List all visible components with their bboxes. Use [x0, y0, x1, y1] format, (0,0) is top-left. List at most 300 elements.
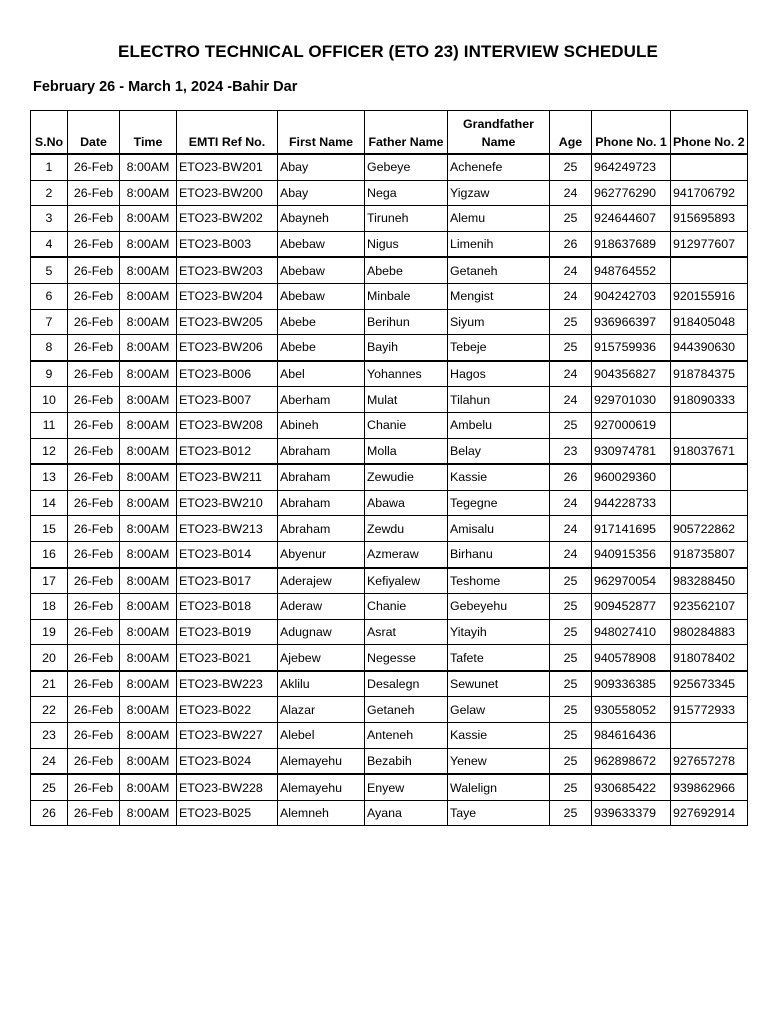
cell-ref-no: ETO23-BW211 — [177, 464, 278, 490]
cell-age: 25 — [550, 154, 592, 180]
cell-phone-2: 912977607 — [671, 231, 748, 257]
cell-father-name: Mulat — [365, 387, 448, 413]
cell-date: 26-Feb — [68, 309, 120, 335]
cell-sno: 8 — [31, 335, 68, 361]
cell-time: 8:00AM — [120, 594, 177, 620]
cell-father-name: Ayana — [365, 800, 448, 826]
cell-phone-2: 905722862 — [671, 516, 748, 542]
cell-age: 26 — [550, 231, 592, 257]
cell-father-name: Kefiyalew — [365, 568, 448, 594]
cell-phone-2 — [671, 464, 748, 490]
cell-grandfather-name: Belay — [448, 438, 550, 464]
cell-phone-2: 944390630 — [671, 335, 748, 361]
interview-schedule-table — [30, 110, 748, 826]
cell-first-name: Adugnaw — [278, 619, 365, 645]
cell-time: 8:00AM — [120, 180, 177, 206]
cell-ref-no: ETO23-BW227 — [177, 723, 278, 749]
table-row — [31, 568, 748, 594]
cell-date: 26-Feb — [68, 335, 120, 361]
cell-phone-1: 939633379 — [592, 800, 671, 826]
cell-age: 24 — [550, 490, 592, 516]
cell-ref-no: ETO23-BW203 — [177, 257, 278, 283]
cell-father-name: Bayih — [365, 335, 448, 361]
cell-ref-no: ETO23-BW210 — [177, 490, 278, 516]
cell-sno: 3 — [31, 206, 68, 232]
cell-grandfather-name: Yitayih — [448, 619, 550, 645]
cell-time: 8:00AM — [120, 231, 177, 257]
cell-sno: 15 — [31, 516, 68, 542]
cell-date: 26-Feb — [68, 645, 120, 671]
table-row — [31, 516, 748, 542]
cell-ref-no: ETO23-BW206 — [177, 335, 278, 361]
cell-date: 26-Feb — [68, 697, 120, 723]
cell-phone-2: 918405048 — [671, 309, 748, 335]
cell-phone-1: 964249723 — [592, 154, 671, 180]
cell-father-name: Abebe — [365, 257, 448, 283]
cell-ref-no: ETO23-B022 — [177, 697, 278, 723]
cell-grandfather-name: Sewunet — [448, 671, 550, 697]
table-row — [31, 206, 748, 232]
cell-time: 8:00AM — [120, 748, 177, 774]
cell-ref-no: ETO23-BW204 — [177, 283, 278, 309]
cell-ref-no: ETO23-B024 — [177, 748, 278, 774]
cell-first-name: Abebe — [278, 335, 365, 361]
table-row — [31, 438, 748, 464]
cell-date: 26-Feb — [68, 490, 120, 516]
cell-father-name: Azmeraw — [365, 541, 448, 567]
cell-phone-1: 924644607 — [592, 206, 671, 232]
cell-first-name: Alazar — [278, 697, 365, 723]
cell-age: 24 — [550, 516, 592, 542]
cell-age: 25 — [550, 671, 592, 697]
cell-phone-1: 962776290 — [592, 180, 671, 206]
cell-time: 8:00AM — [120, 800, 177, 826]
cell-time: 8:00AM — [120, 438, 177, 464]
cell-age: 24 — [550, 180, 592, 206]
cell-age: 25 — [550, 619, 592, 645]
cell-age: 25 — [550, 568, 592, 594]
cell-phone-2: 918735807 — [671, 541, 748, 567]
header-grandfather-name: Grandfather Name — [448, 111, 550, 155]
cell-ref-no: ETO23-B025 — [177, 800, 278, 826]
cell-phone-1: 948764552 — [592, 257, 671, 283]
cell-date: 26-Feb — [68, 387, 120, 413]
cell-sno: 2 — [31, 180, 68, 206]
header-row — [31, 111, 748, 155]
cell-age: 25 — [550, 645, 592, 671]
cell-time: 8:00AM — [120, 568, 177, 594]
cell-first-name: Abebe — [278, 309, 365, 335]
cell-first-name: Abay — [278, 180, 365, 206]
cell-time: 8:00AM — [120, 464, 177, 490]
cell-phone-2: 939862966 — [671, 774, 748, 800]
cell-sno: 6 — [31, 283, 68, 309]
cell-ref-no: ETO23-B018 — [177, 594, 278, 620]
cell-first-name: Aderaw — [278, 594, 365, 620]
cell-father-name: Tiruneh — [365, 206, 448, 232]
table-body — [31, 154, 748, 826]
cell-grandfather-name: Gelaw — [448, 697, 550, 723]
cell-phone-1: 936966397 — [592, 309, 671, 335]
cell-date: 26-Feb — [68, 774, 120, 800]
cell-sno: 1 — [31, 154, 68, 180]
cell-father-name: Yohannes — [365, 361, 448, 387]
cell-sno: 25 — [31, 774, 68, 800]
cell-sno: 22 — [31, 697, 68, 723]
cell-phone-1: 930685422 — [592, 774, 671, 800]
cell-sno: 18 — [31, 594, 68, 620]
cell-time: 8:00AM — [120, 387, 177, 413]
cell-phone-1: 962898672 — [592, 748, 671, 774]
cell-grandfather-name: Mengist — [448, 283, 550, 309]
cell-first-name: Abraham — [278, 516, 365, 542]
cell-grandfather-name: Tafete — [448, 645, 550, 671]
cell-sno: 9 — [31, 361, 68, 387]
cell-first-name: Abel — [278, 361, 365, 387]
cell-phone-2 — [671, 257, 748, 283]
cell-time: 8:00AM — [120, 257, 177, 283]
cell-grandfather-name: Yenew — [448, 748, 550, 774]
cell-phone-2 — [671, 412, 748, 438]
table-row — [31, 774, 748, 800]
cell-first-name: Aderajew — [278, 568, 365, 594]
cell-grandfather-name: Tebeje — [448, 335, 550, 361]
cell-father-name: Negesse — [365, 645, 448, 671]
table-row — [31, 619, 748, 645]
table-row — [31, 464, 748, 490]
cell-time: 8:00AM — [120, 645, 177, 671]
cell-age: 25 — [550, 309, 592, 335]
cell-grandfather-name: Tegegne — [448, 490, 550, 516]
cell-first-name: Abebaw — [278, 283, 365, 309]
cell-date: 26-Feb — [68, 361, 120, 387]
cell-age: 25 — [550, 412, 592, 438]
cell-grandfather-name: Ambelu — [448, 412, 550, 438]
cell-father-name: Molla — [365, 438, 448, 464]
cell-phone-2: 941706792 — [671, 180, 748, 206]
cell-first-name: Abay — [278, 154, 365, 180]
cell-grandfather-name: Taye — [448, 800, 550, 826]
cell-date: 26-Feb — [68, 516, 120, 542]
cell-age: 25 — [550, 774, 592, 800]
cell-sno: 26 — [31, 800, 68, 826]
cell-father-name: Enyew — [365, 774, 448, 800]
cell-phone-2: 980284883 — [671, 619, 748, 645]
cell-phone-2: 918037671 — [671, 438, 748, 464]
document-title: ELECTRO TECHNICAL OFFICER (ETO 23) INTERVIEW SCHEDULE — [118, 42, 658, 61]
cell-father-name: Zewudie — [365, 464, 448, 490]
cell-sno: 14 — [31, 490, 68, 516]
cell-father-name: Bezabih — [365, 748, 448, 774]
cell-phone-2: 918090333 — [671, 387, 748, 413]
table-row — [31, 257, 748, 283]
cell-first-name: Aberham — [278, 387, 365, 413]
cell-phone-1: 948027410 — [592, 619, 671, 645]
cell-first-name: Abebaw — [278, 231, 365, 257]
cell-ref-no: ETO23-BW202 — [177, 206, 278, 232]
header-date: Date — [68, 111, 120, 155]
cell-phone-2 — [671, 154, 748, 180]
cell-grandfather-name: Birhanu — [448, 541, 550, 567]
cell-time: 8:00AM — [120, 541, 177, 567]
cell-grandfather-name: Kassie — [448, 723, 550, 749]
cell-phone-1: 930558052 — [592, 697, 671, 723]
cell-date: 26-Feb — [68, 154, 120, 180]
cell-first-name: Abyenur — [278, 541, 365, 567]
header-phone-1: Phone No. 1 — [592, 111, 671, 155]
cell-first-name: Abebaw — [278, 257, 365, 283]
cell-father-name: Anteneh — [365, 723, 448, 749]
header-first-name: First Name — [278, 111, 365, 155]
cell-sno: 23 — [31, 723, 68, 749]
cell-father-name: Getaneh — [365, 697, 448, 723]
cell-date: 26-Feb — [68, 723, 120, 749]
cell-ref-no: ETO23-BW201 — [177, 154, 278, 180]
cell-ref-no: ETO23-B017 — [177, 568, 278, 594]
cell-date: 26-Feb — [68, 748, 120, 774]
cell-ref-no: ETO23-B021 — [177, 645, 278, 671]
cell-father-name: Chanie — [365, 412, 448, 438]
cell-father-name: Berihun — [365, 309, 448, 335]
cell-phone-1: 904356827 — [592, 361, 671, 387]
cell-phone-1: 904242703 — [592, 283, 671, 309]
cell-ref-no: ETO23-BW223 — [177, 671, 278, 697]
cell-father-name: Nega — [365, 180, 448, 206]
cell-grandfather-name: Hagos — [448, 361, 550, 387]
cell-grandfather-name: Gebeyehu — [448, 594, 550, 620]
cell-phone-1: 944228733 — [592, 490, 671, 516]
cell-phone-2: 983288450 — [671, 568, 748, 594]
cell-age: 24 — [550, 387, 592, 413]
cell-date: 26-Feb — [68, 257, 120, 283]
table-row — [31, 490, 748, 516]
cell-father-name: Chanie — [365, 594, 448, 620]
cell-phone-2: 920155916 — [671, 283, 748, 309]
cell-first-name: Abraham — [278, 464, 365, 490]
table-row — [31, 231, 748, 257]
cell-first-name: Alemayehu — [278, 748, 365, 774]
cell-phone-1: 909336385 — [592, 671, 671, 697]
cell-date: 26-Feb — [68, 438, 120, 464]
cell-first-name: Alemneh — [278, 800, 365, 826]
cell-sno: 12 — [31, 438, 68, 464]
cell-age: 24 — [550, 257, 592, 283]
cell-date: 26-Feb — [68, 619, 120, 645]
cell-sno: 24 — [31, 748, 68, 774]
cell-phone-1: 940915356 — [592, 541, 671, 567]
cell-father-name: Desalegn — [365, 671, 448, 697]
cell-grandfather-name: Achenefe — [448, 154, 550, 180]
cell-sno: 20 — [31, 645, 68, 671]
cell-grandfather-name: Teshome — [448, 568, 550, 594]
cell-phone-2: 918078402 — [671, 645, 748, 671]
cell-date: 26-Feb — [68, 412, 120, 438]
cell-time: 8:00AM — [120, 619, 177, 645]
cell-first-name: Alebel — [278, 723, 365, 749]
table-row — [31, 335, 748, 361]
cell-phone-2: 915695893 — [671, 206, 748, 232]
cell-phone-1: 915759936 — [592, 335, 671, 361]
cell-time: 8:00AM — [120, 490, 177, 516]
cell-first-name: Alemayehu — [278, 774, 365, 800]
cell-grandfather-name: Getaneh — [448, 257, 550, 283]
table-row — [31, 412, 748, 438]
cell-ref-no: ETO23-B014 — [177, 541, 278, 567]
cell-sno: 16 — [31, 541, 68, 567]
cell-time: 8:00AM — [120, 412, 177, 438]
cell-sno: 10 — [31, 387, 68, 413]
cell-phone-1: 918637689 — [592, 231, 671, 257]
cell-age: 25 — [550, 697, 592, 723]
cell-sno: 21 — [31, 671, 68, 697]
table-row — [31, 309, 748, 335]
cell-phone-2 — [671, 490, 748, 516]
cell-first-name: Ajebew — [278, 645, 365, 671]
cell-phone-2: 923562107 — [671, 594, 748, 620]
cell-phone-1: 909452877 — [592, 594, 671, 620]
cell-time: 8:00AM — [120, 154, 177, 180]
cell-time: 8:00AM — [120, 723, 177, 749]
table-row — [31, 387, 748, 413]
header-phone-2: Phone No. 2 — [671, 111, 748, 155]
header-sno: S.No — [31, 111, 68, 155]
cell-date: 26-Feb — [68, 231, 120, 257]
cell-time: 8:00AM — [120, 516, 177, 542]
table-row — [31, 154, 748, 180]
cell-ref-no: ETO23-BW208 — [177, 412, 278, 438]
cell-time: 8:00AM — [120, 671, 177, 697]
cell-grandfather-name: Walelign — [448, 774, 550, 800]
cell-phone-1: 960029360 — [592, 464, 671, 490]
cell-date: 26-Feb — [68, 283, 120, 309]
cell-age: 25 — [550, 800, 592, 826]
table-row — [31, 361, 748, 387]
cell-sno: 17 — [31, 568, 68, 594]
cell-sno: 11 — [31, 412, 68, 438]
cell-phone-1: 929701030 — [592, 387, 671, 413]
cell-phone-2 — [671, 723, 748, 749]
cell-first-name: Abayneh — [278, 206, 365, 232]
cell-ref-no: ETO23-BW213 — [177, 516, 278, 542]
cell-age: 25 — [550, 723, 592, 749]
cell-phone-2: 918784375 — [671, 361, 748, 387]
cell-sno: 5 — [31, 257, 68, 283]
cell-grandfather-name: Limenih — [448, 231, 550, 257]
cell-phone-1: 927000619 — [592, 412, 671, 438]
cell-age: 23 — [550, 438, 592, 464]
cell-age: 24 — [550, 541, 592, 567]
cell-date: 26-Feb — [68, 671, 120, 697]
cell-phone-1: 962970054 — [592, 568, 671, 594]
cell-father-name: Abawa — [365, 490, 448, 516]
cell-age: 25 — [550, 748, 592, 774]
cell-date: 26-Feb — [68, 800, 120, 826]
table-row — [31, 697, 748, 723]
cell-ref-no: ETO23-BW200 — [177, 180, 278, 206]
table-row — [31, 671, 748, 697]
cell-ref-no: ETO23-B006 — [177, 361, 278, 387]
cell-grandfather-name: Yigzaw — [448, 180, 550, 206]
cell-grandfather-name: Kassie — [448, 464, 550, 490]
cell-time: 8:00AM — [120, 309, 177, 335]
cell-grandfather-name: Tilahun — [448, 387, 550, 413]
cell-father-name: Minbale — [365, 283, 448, 309]
cell-first-name: Abineh — [278, 412, 365, 438]
cell-phone-1: 940578908 — [592, 645, 671, 671]
cell-ref-no: ETO23-B007 — [177, 387, 278, 413]
table-row — [31, 180, 748, 206]
header-age: Age — [550, 111, 592, 155]
cell-phone-2: 927692914 — [671, 800, 748, 826]
cell-father-name: Nigus — [365, 231, 448, 257]
cell-phone-1: 984616436 — [592, 723, 671, 749]
cell-phone-1: 917141695 — [592, 516, 671, 542]
cell-ref-no: ETO23-BW228 — [177, 774, 278, 800]
cell-age: 25 — [550, 206, 592, 232]
cell-age: 25 — [550, 594, 592, 620]
cell-grandfather-name: Siyum — [448, 309, 550, 335]
cell-date: 26-Feb — [68, 206, 120, 232]
cell-time: 8:00AM — [120, 774, 177, 800]
cell-date: 26-Feb — [68, 541, 120, 567]
cell-phone-2: 915772933 — [671, 697, 748, 723]
cell-father-name: Asrat — [365, 619, 448, 645]
cell-first-name: Abraham — [278, 490, 365, 516]
cell-first-name: Abraham — [278, 438, 365, 464]
cell-grandfather-name: Amisalu — [448, 516, 550, 542]
cell-date: 26-Feb — [68, 180, 120, 206]
cell-time: 8:00AM — [120, 206, 177, 232]
cell-father-name: Zewdu — [365, 516, 448, 542]
table-row — [31, 723, 748, 749]
cell-time: 8:00AM — [120, 283, 177, 309]
cell-time: 8:00AM — [120, 697, 177, 723]
table-row — [31, 594, 748, 620]
cell-date: 26-Feb — [68, 594, 120, 620]
cell-age: 24 — [550, 361, 592, 387]
cell-phone-2: 927657278 — [671, 748, 748, 774]
cell-sno: 13 — [31, 464, 68, 490]
cell-father-name: Gebeye — [365, 154, 448, 180]
header-time: Time — [120, 111, 177, 155]
cell-ref-no: ETO23-BW205 — [177, 309, 278, 335]
cell-first-name: Aklilu — [278, 671, 365, 697]
table-row — [31, 283, 748, 309]
table-row — [31, 541, 748, 567]
cell-phone-1: 930974781 — [592, 438, 671, 464]
cell-sno: 4 — [31, 231, 68, 257]
cell-grandfather-name: Alemu — [448, 206, 550, 232]
cell-date: 26-Feb — [68, 568, 120, 594]
cell-ref-no: ETO23-B019 — [177, 619, 278, 645]
cell-age: 25 — [550, 335, 592, 361]
table-row — [31, 800, 748, 826]
table-row — [31, 645, 748, 671]
header-ref-no: EMTI Ref No. — [177, 111, 278, 155]
cell-age: 24 — [550, 283, 592, 309]
cell-age: 26 — [550, 464, 592, 490]
cell-ref-no: ETO23-B012 — [177, 438, 278, 464]
document-subtitle: February 26 - March 1, 2024 -Bahir Dar — [33, 79, 298, 95]
cell-date: 26-Feb — [68, 464, 120, 490]
table-row — [31, 748, 748, 774]
header-father-name: Father Name — [365, 111, 448, 155]
cell-time: 8:00AM — [120, 335, 177, 361]
cell-sno: 7 — [31, 309, 68, 335]
cell-ref-no: ETO23-B003 — [177, 231, 278, 257]
cell-sno: 19 — [31, 619, 68, 645]
cell-time: 8:00AM — [120, 361, 177, 387]
